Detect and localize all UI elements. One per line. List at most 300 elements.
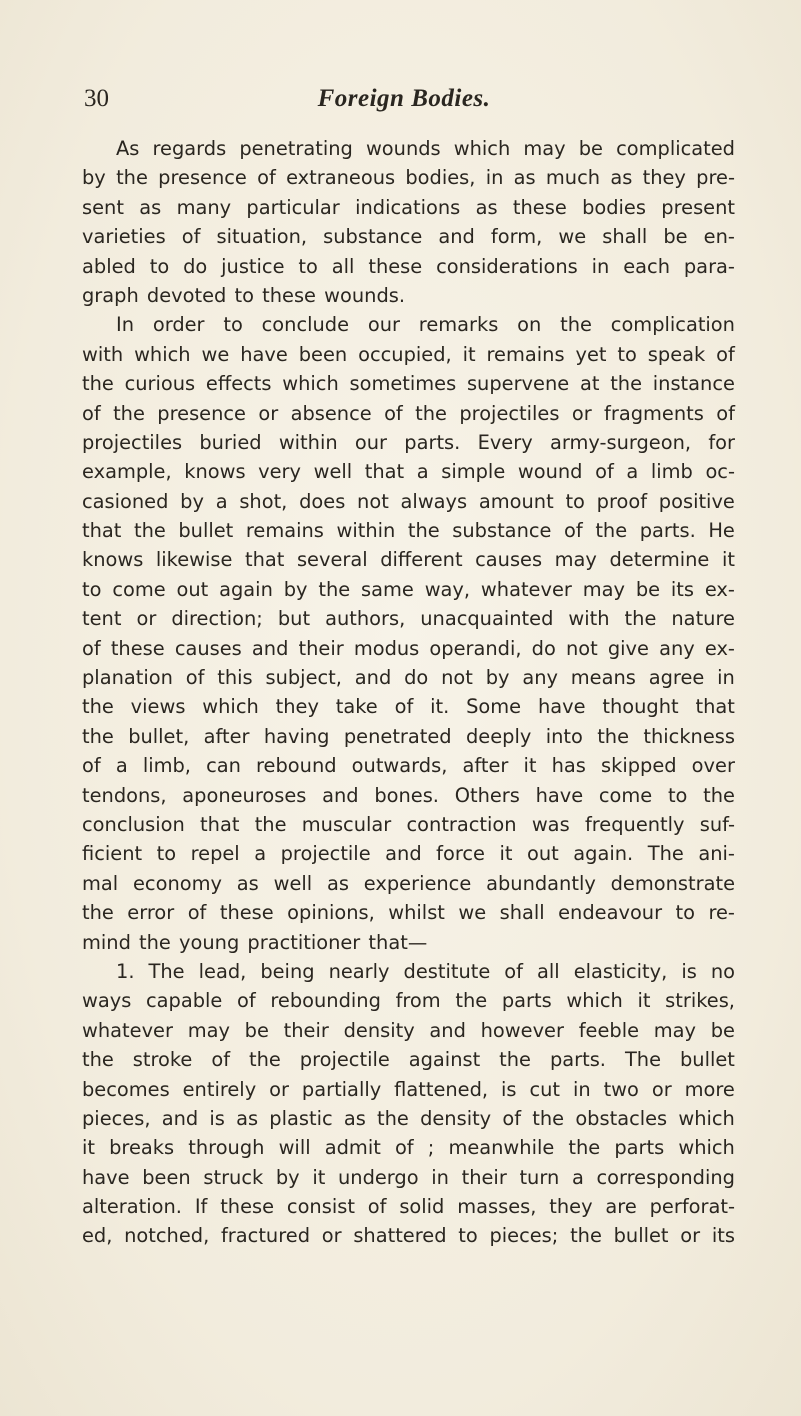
running-title: Foreign Bodies. — [317, 85, 491, 112]
word: a — [571, 1165, 584, 1189]
word: have — [82, 1165, 130, 1189]
word: of — [384, 401, 403, 425]
word: by — [82, 166, 106, 190]
word: causes — [475, 548, 543, 572]
text-line: graph devoted to these wounds. — [82, 283, 406, 307]
word: thickness — [643, 724, 735, 748]
word: destitute — [403, 959, 491, 983]
word: considerations — [436, 254, 578, 278]
text-line — [82, 516, 735, 545]
word: or — [680, 1224, 701, 1248]
word: is — [681, 959, 697, 983]
word: be — [578, 137, 603, 160]
word: been — [142, 1165, 191, 1189]
word: our — [354, 430, 388, 454]
word: we — [558, 225, 587, 249]
word: to — [298, 254, 318, 278]
word: knows — [184, 460, 246, 484]
word: this — [217, 666, 253, 690]
word: shot, — [239, 489, 288, 513]
text-line — [82, 663, 735, 692]
word: shattered — [353, 1224, 447, 1248]
word: particular — [246, 195, 340, 219]
word: a — [254, 842, 267, 866]
word: all — [537, 959, 560, 983]
word: of — [82, 401, 101, 425]
word: of — [211, 1048, 231, 1072]
word: re- — [708, 901, 735, 925]
word: Every — [477, 430, 533, 454]
word: parts. — [404, 430, 461, 454]
word: any — [522, 666, 558, 690]
word: the — [610, 372, 643, 396]
word: as — [236, 871, 259, 895]
word: of — [504, 959, 523, 983]
word: and — [161, 1106, 199, 1130]
word: by — [275, 1165, 300, 1189]
word: it — [523, 754, 537, 778]
text-line — [82, 545, 735, 574]
word: ex- — [704, 577, 735, 601]
word: remarks — [418, 313, 499, 337]
word: fragments — [604, 401, 704, 425]
word: and — [429, 1018, 466, 1042]
word: that — [364, 460, 405, 484]
word: deeply — [465, 724, 532, 748]
word: en- — [703, 225, 735, 249]
word: supervene — [466, 372, 570, 396]
word: Others — [454, 783, 520, 807]
word: Some — [466, 695, 522, 719]
word: proof — [596, 489, 648, 513]
word: the — [595, 519, 628, 543]
word: with — [568, 607, 610, 631]
word: ed, — [82, 1224, 113, 1248]
word: undergo — [337, 1165, 419, 1189]
word: presence — [157, 401, 246, 425]
text-line — [82, 134, 735, 163]
word: ways — [82, 989, 132, 1013]
word: wound — [517, 460, 583, 484]
word: rebounding — [270, 989, 381, 1013]
word: oc- — [705, 460, 735, 484]
word: limb — [650, 460, 693, 484]
text-line — [82, 1221, 735, 1250]
word: shall — [499, 901, 545, 925]
word: density — [343, 1018, 415, 1042]
word: views — [130, 695, 186, 719]
word: presence — [158, 166, 247, 190]
word: may — [653, 1018, 696, 1042]
word: not — [565, 636, 598, 660]
word: solid — [399, 1195, 445, 1219]
word: capable — [145, 989, 223, 1013]
word: mal — [82, 871, 119, 895]
word: does — [299, 489, 346, 513]
word: becomes — [82, 1077, 170, 1101]
word: of — [564, 519, 583, 543]
word: which — [566, 989, 623, 1013]
word: these — [512, 195, 567, 219]
word: bullet, — [128, 724, 190, 748]
word: remains — [245, 519, 324, 543]
word: of — [82, 754, 101, 778]
word: flattened, — [394, 1077, 489, 1101]
word: economy — [132, 871, 222, 895]
word: muscular — [301, 812, 392, 836]
word: wounds — [365, 137, 441, 160]
body-text — [82, 134, 735, 1251]
text-line — [82, 487, 735, 516]
word: may — [187, 1018, 230, 1042]
word: take — [335, 695, 378, 719]
word: the — [82, 1048, 114, 1072]
word: it. — [430, 695, 450, 719]
text-line — [82, 869, 735, 898]
text-line — [82, 986, 735, 1015]
word: well — [313, 460, 353, 484]
word: that — [82, 519, 122, 543]
word: army-surgeon, — [549, 430, 692, 454]
word: the — [82, 695, 114, 719]
word: as — [610, 166, 633, 190]
word: aponeuroses — [182, 783, 307, 807]
word: pre- — [696, 166, 735, 190]
word: nearly — [328, 959, 390, 983]
word: all — [331, 254, 355, 278]
word: each — [623, 254, 670, 278]
word: strikes, — [665, 989, 735, 1013]
word: and — [438, 225, 475, 249]
word: of — [82, 636, 101, 660]
word: their — [283, 1018, 329, 1042]
word: as — [513, 166, 536, 190]
word: outwards, — [351, 754, 448, 778]
word: and — [322, 783, 359, 807]
word: tendons, — [82, 783, 167, 807]
word: elasticity, — [573, 959, 668, 983]
word: the — [455, 989, 488, 1013]
word: not — [357, 489, 389, 513]
word: not — [441, 666, 473, 690]
word: feeble — [578, 1018, 640, 1042]
word: He — [708, 519, 735, 543]
word: do — [183, 254, 208, 278]
word: lead, — [198, 959, 247, 983]
word: the — [82, 724, 114, 748]
word: turn — [519, 1165, 560, 1189]
word: The — [647, 842, 684, 866]
text-line — [82, 957, 735, 986]
word: the — [703, 783, 735, 807]
word: these — [368, 254, 423, 278]
word: experience — [363, 871, 472, 895]
word: within — [278, 430, 338, 454]
word: through — [188, 1136, 265, 1160]
word: sometimes — [349, 372, 457, 396]
word: abled — [82, 254, 136, 278]
word: the — [407, 519, 440, 543]
word: by — [485, 666, 510, 690]
word: is — [209, 1106, 225, 1130]
word: nature — [671, 607, 735, 631]
word: instance — [652, 372, 735, 396]
word: the — [116, 166, 148, 190]
word: well — [273, 871, 313, 895]
word: come — [598, 783, 653, 807]
word: be — [635, 577, 661, 601]
word: we — [458, 901, 487, 925]
word: be — [244, 1018, 269, 1042]
word: different — [380, 548, 463, 572]
word: modus — [353, 636, 420, 660]
word: of — [595, 460, 614, 484]
word: the — [82, 372, 114, 396]
word: have — [240, 342, 288, 366]
word: by — [180, 489, 204, 513]
word: partially — [301, 1077, 382, 1101]
word: likewise — [155, 548, 233, 572]
word: the — [597, 724, 630, 748]
word: endeavour — [558, 901, 663, 925]
word: to — [149, 254, 170, 278]
word: alteration. — [82, 1195, 182, 1219]
word: having — [263, 724, 330, 748]
word: however — [480, 1018, 564, 1042]
word: as — [343, 1106, 366, 1130]
word: of — [394, 695, 414, 719]
word: again — [219, 577, 273, 601]
word: which — [282, 372, 339, 396]
word: to — [223, 313, 243, 337]
word: The — [148, 959, 185, 983]
word: form, — [490, 225, 543, 249]
word: the — [377, 1106, 409, 1130]
word: which — [453, 137, 511, 160]
text-line — [82, 1045, 735, 1074]
word: do — [404, 666, 429, 690]
word: the — [254, 812, 287, 836]
word: obstacles — [575, 1106, 668, 1130]
word: its — [711, 1224, 735, 1248]
word: at — [579, 372, 600, 396]
word: by — [283, 577, 308, 601]
word: positive — [658, 489, 735, 513]
word: In — [116, 313, 135, 337]
word: no — [710, 959, 735, 983]
word: over — [691, 754, 735, 778]
text-line — [82, 722, 735, 751]
word: it — [82, 1136, 95, 1160]
word: which — [678, 1106, 735, 1130]
word: of — [394, 1136, 414, 1160]
word: entirely — [182, 1077, 257, 1101]
word: they — [642, 166, 686, 190]
word: within — [336, 519, 396, 543]
word: demonstrate — [610, 871, 735, 895]
word: it — [637, 989, 651, 1013]
text-line — [82, 751, 735, 780]
word: the — [560, 313, 592, 337]
word: pieces, — [82, 1106, 151, 1130]
word: bullet — [178, 519, 234, 543]
word: they — [275, 695, 319, 719]
word: was — [531, 812, 570, 836]
word: operandi, — [429, 636, 522, 660]
word: regards — [152, 137, 227, 160]
word: projectiles — [82, 430, 183, 454]
word: these — [220, 1195, 275, 1219]
text-line — [82, 428, 735, 457]
word: as — [139, 195, 162, 219]
word: but — [277, 607, 311, 631]
word: means — [570, 666, 636, 690]
word: sent — [82, 195, 124, 219]
word: to — [667, 783, 688, 807]
text-line — [82, 781, 735, 810]
word: admit — [324, 1136, 381, 1160]
word: to — [565, 489, 585, 513]
word: direction; — [171, 607, 263, 631]
word: of — [716, 342, 735, 366]
word: tent — [82, 607, 122, 631]
word: these — [110, 636, 165, 660]
word: planation — [82, 666, 173, 690]
word: are — [605, 1195, 637, 1219]
word: the — [318, 577, 351, 601]
word: to — [82, 577, 102, 601]
word: that — [200, 812, 240, 836]
running-head — [84, 85, 724, 119]
word: situation, — [216, 225, 308, 249]
word: plastic — [269, 1106, 333, 1130]
word: indications — [355, 195, 461, 219]
word: 1. — [116, 959, 135, 983]
word: or — [651, 1077, 672, 1101]
word: these — [219, 901, 274, 925]
word: a — [215, 489, 228, 513]
word: extraneous — [286, 166, 396, 190]
word: is — [501, 1077, 517, 1101]
word: error — [127, 901, 175, 925]
word: their — [461, 1165, 507, 1189]
word: or — [269, 1077, 289, 1101]
word: subject, — [265, 666, 342, 690]
word: of — [367, 1195, 387, 1219]
word: corresponding — [596, 1165, 735, 1189]
text-line — [82, 340, 735, 369]
word: on — [517, 313, 542, 337]
word: fractured — [220, 1224, 311, 1248]
word: or — [571, 401, 592, 425]
word: have — [535, 783, 584, 807]
word: the — [248, 1048, 281, 1072]
word: it — [499, 842, 513, 866]
word: buried — [199, 430, 262, 454]
word: penetrated — [343, 724, 452, 748]
word: the — [113, 401, 145, 425]
word: If — [194, 1195, 208, 1219]
word: of — [237, 989, 256, 1013]
word: effects — [205, 372, 272, 396]
word: example, — [82, 460, 172, 484]
word: masses, — [457, 1195, 537, 1219]
word: or — [258, 401, 279, 425]
word: of — [181, 225, 201, 249]
word: out — [527, 842, 559, 866]
word: the — [570, 1224, 602, 1248]
word: and — [354, 666, 392, 690]
word: in — [485, 166, 504, 190]
word: our — [367, 313, 400, 337]
text-line — [82, 1104, 735, 1133]
word: consist — [286, 1195, 355, 1219]
word: the — [499, 1048, 531, 1072]
word: The — [624, 1048, 662, 1072]
word: contraction — [406, 812, 517, 836]
word: much — [545, 166, 601, 190]
word: density — [420, 1106, 492, 1130]
word: after — [462, 754, 509, 778]
word: they — [549, 1195, 593, 1219]
word: the — [415, 401, 447, 425]
word: conclude — [261, 313, 350, 337]
word: of — [716, 401, 735, 425]
word: always — [400, 489, 468, 513]
word: as — [236, 1106, 259, 1130]
word: present — [661, 195, 735, 219]
word: has — [551, 754, 586, 778]
word: projectiles — [459, 401, 560, 425]
word: have — [537, 695, 586, 719]
text-line — [82, 222, 735, 251]
word: after — [203, 724, 250, 748]
word: come — [112, 577, 166, 601]
word: whilst — [388, 901, 445, 925]
word: will — [278, 1136, 311, 1160]
word: meanwhile — [448, 1136, 555, 1160]
word: opinions, — [287, 901, 375, 925]
word: substance — [323, 225, 423, 249]
word: breaks — [109, 1136, 175, 1160]
word: as — [475, 195, 498, 219]
word: agree — [648, 666, 705, 690]
word: we — [201, 342, 230, 366]
word: frequently — [584, 812, 685, 836]
word: skipped — [600, 754, 677, 778]
word: As — [116, 137, 140, 160]
word: whatever — [480, 577, 572, 601]
text-line — [82, 310, 735, 339]
word: absence — [290, 401, 372, 425]
text-line — [82, 1075, 735, 1104]
word: remains — [486, 342, 565, 366]
word: can — [206, 754, 241, 778]
word: in — [431, 1165, 449, 1189]
text-line — [82, 898, 735, 927]
word: speak — [647, 342, 706, 366]
word: against — [408, 1048, 481, 1072]
word: out — [176, 577, 209, 601]
word: simple — [441, 460, 506, 484]
word: to — [156, 842, 177, 866]
word: or — [321, 1224, 342, 1248]
word: and — [251, 636, 289, 660]
text-line — [82, 839, 735, 868]
word: the — [82, 901, 114, 925]
text-line — [82, 399, 735, 428]
word: do — [531, 636, 556, 660]
